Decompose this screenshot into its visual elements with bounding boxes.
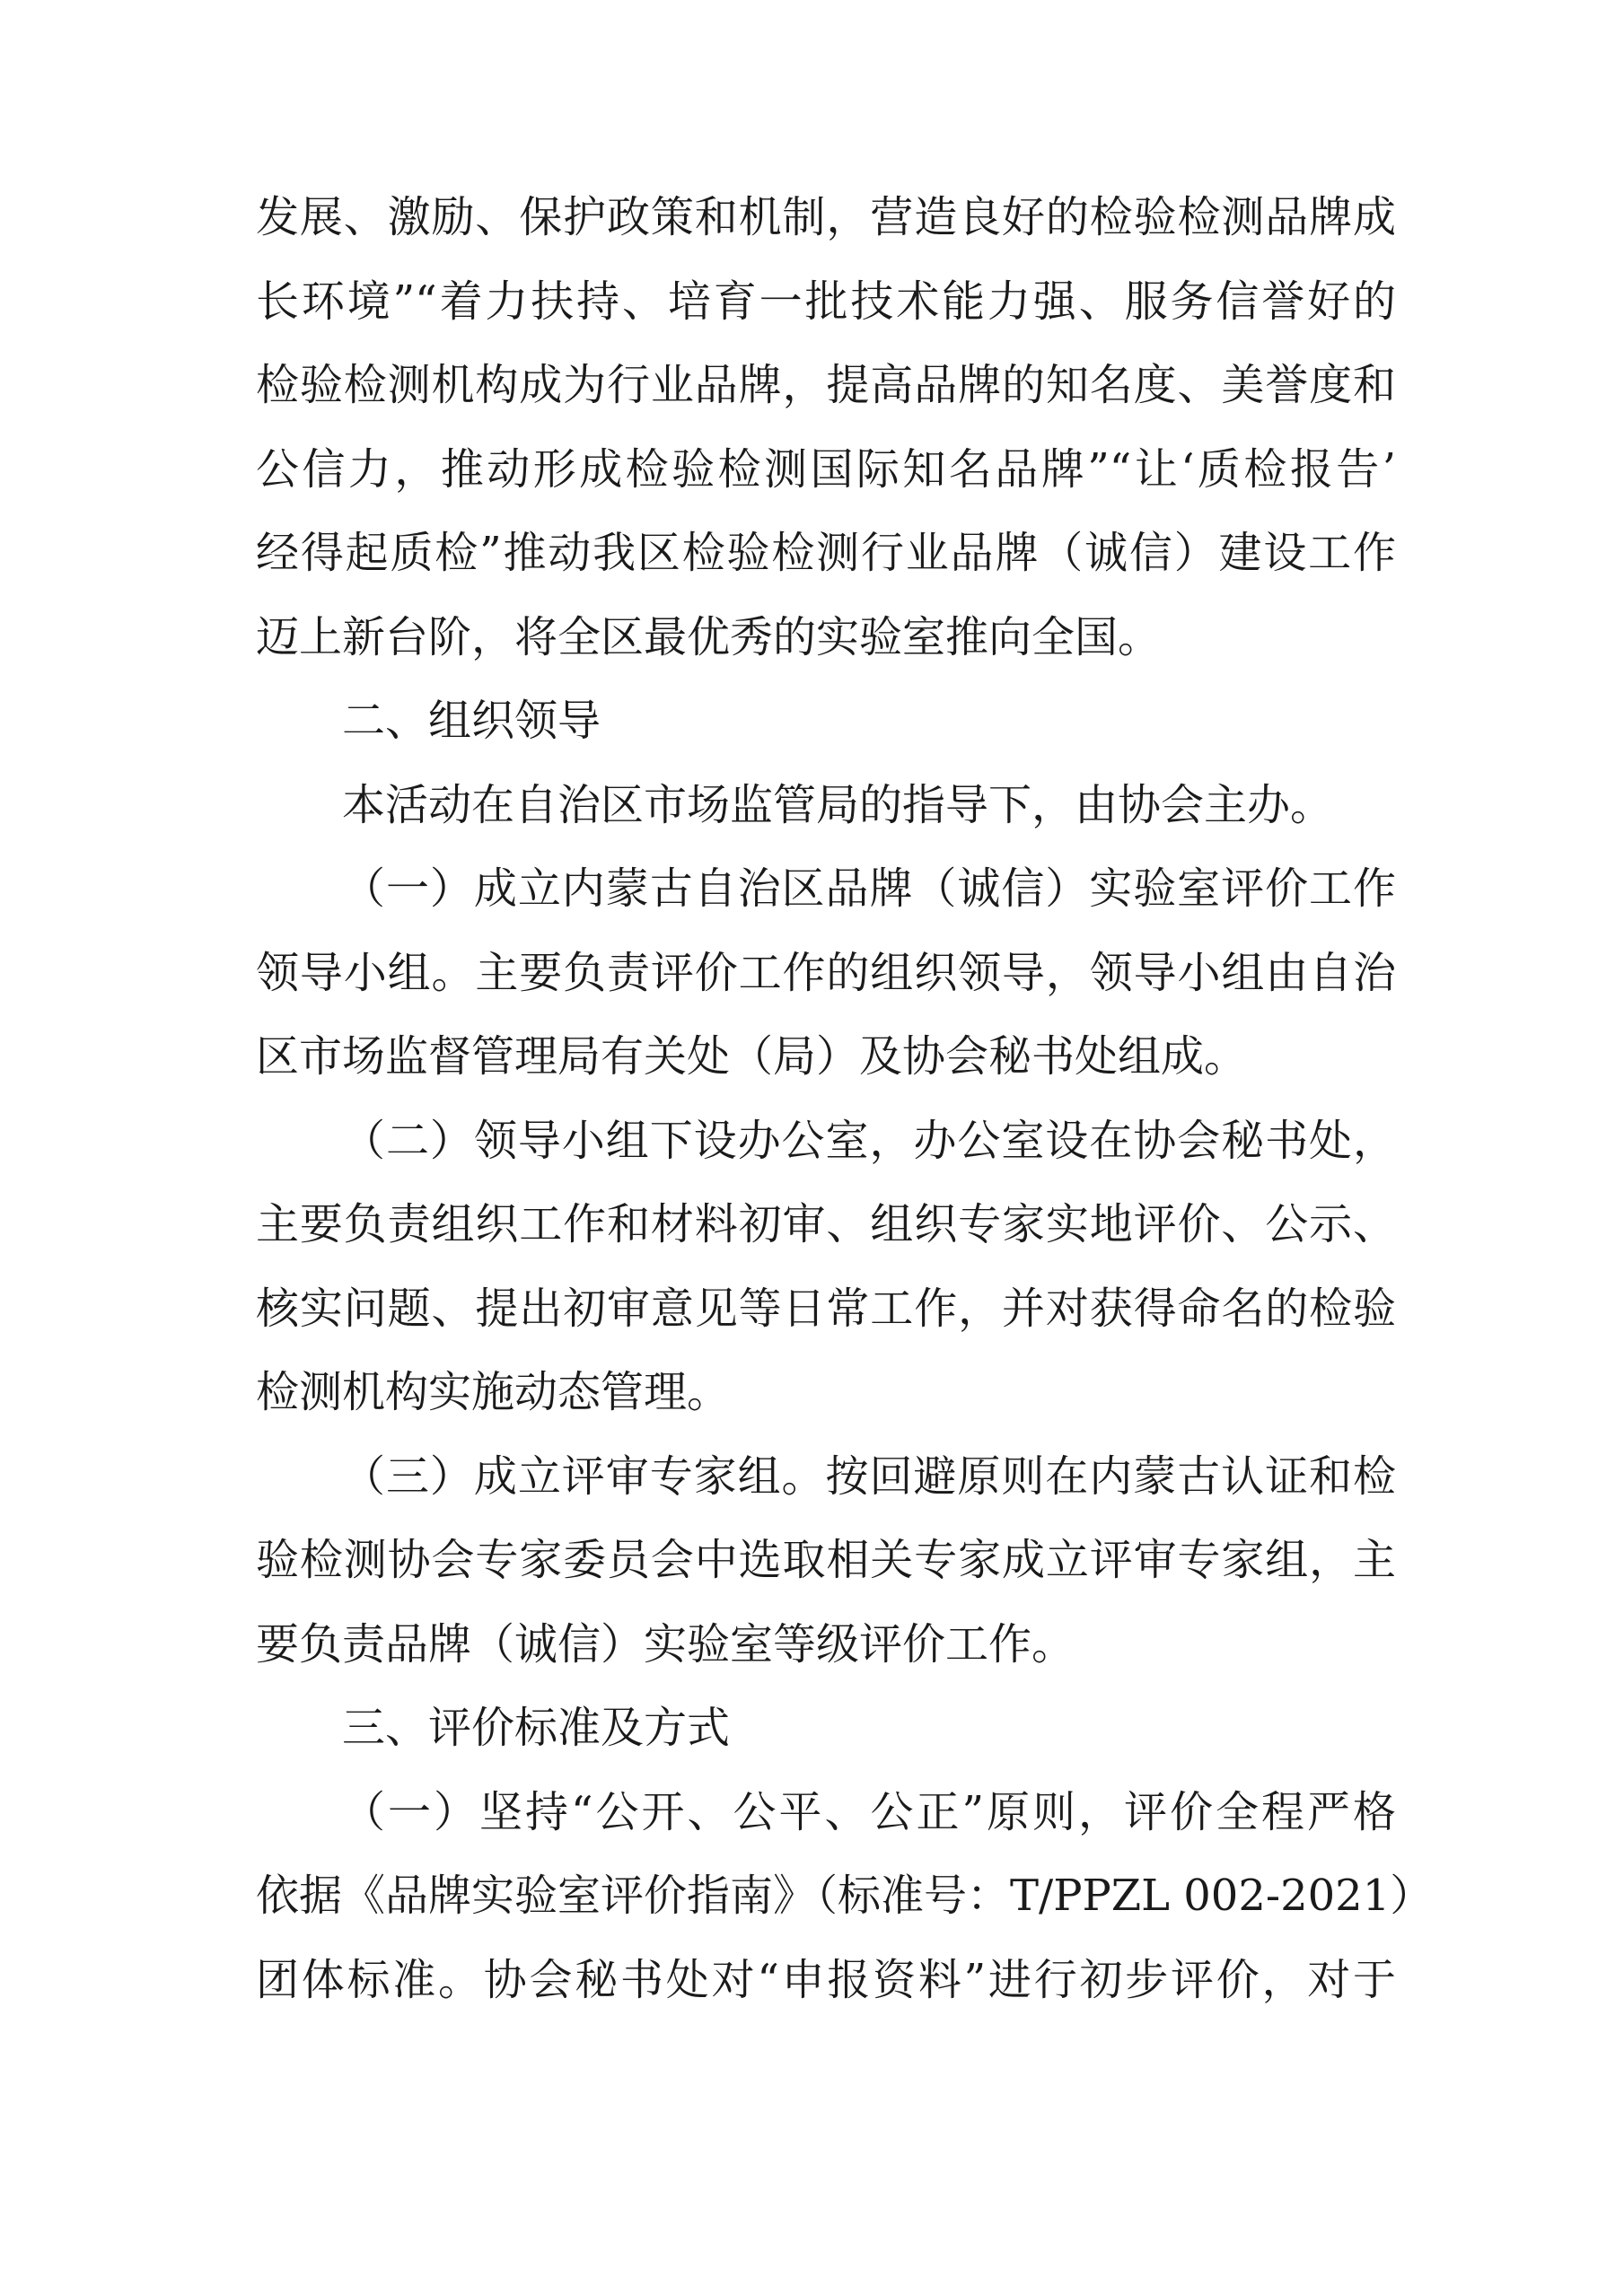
paragraph-line: 依据《品牌实验室评价指南》（标准号：T/PPZL 002-2021） [256, 1871, 1434, 1921]
paragraph-line: （一）成立内蒙古自治区品牌（诚信）实验室评价工作 [342, 863, 1396, 914]
paragraph-line: 检验检测机构成为行业品牌，提高品牌的知名度、美誉度和 [256, 360, 1396, 410]
paragraph-line: 本活动在自治区市场监管局的指导下，由协会主办。 [342, 779, 1334, 830]
paragraph-line: 主要负责组织工作和材料初审、组织专家实地评价、公示、 [256, 1199, 1396, 1249]
paragraph-line: 迈上新台阶，将全区最优秀的实验室推向全国。 [256, 611, 1162, 662]
paragraph-line: 核实问题、提出初审意见等日常工作，并对获得命名的检验 [256, 1283, 1396, 1334]
section-heading: 三、评价标准及方式 [342, 1703, 731, 1753]
paragraph-line: 团体标准。协会秘书处对“申报资料”进行初步评价，对于 [256, 1954, 1396, 2005]
paragraph-line: 要负责品牌（诚信）实验室等级评价工作。 [256, 1618, 1075, 1669]
paragraph-line: 公信力，推动形成检验检测国际知名品牌”“让‘质检报告’ [256, 443, 1396, 495]
paragraph-line: 长环境”“着力扶持、培育一批技术能力强、服务信誉好的 [256, 276, 1396, 327]
paragraph-line: （一）坚持“公开、公平、公正”原则，评价全程严格 [342, 1786, 1396, 1837]
section-heading: 二、组织领导 [342, 696, 601, 746]
paragraph-line: 经得起质检”推动我区检验检测行业品牌（诚信）建设工作 [256, 528, 1396, 578]
paragraph-line: 领导小组。主要负责评价工作的组织领导，领导小组由自治 [256, 947, 1396, 998]
paragraph-line: （三）成立评审专家组。按回避原则在内蒙古认证和检 [342, 1450, 1396, 1502]
paragraph-line: 验检测协会专家委员会中选取相关专家成立评审专家组，主 [256, 1535, 1396, 1585]
paragraph-line: 发展、激励、保护政策和机制，营造良好的检验检测品牌成 [256, 192, 1396, 242]
paragraph-line: 区市场监督管理局有关处（局）及协会秘书处组成。 [256, 1031, 1248, 1082]
paragraph-line: 检测机构实施动态管理。 [256, 1367, 731, 1417]
body-text [256, 176, 1434, 2022]
paragraph-line: （二）领导小组下设办公室，办公室设在协会秘书处， [342, 1115, 1396, 1166]
